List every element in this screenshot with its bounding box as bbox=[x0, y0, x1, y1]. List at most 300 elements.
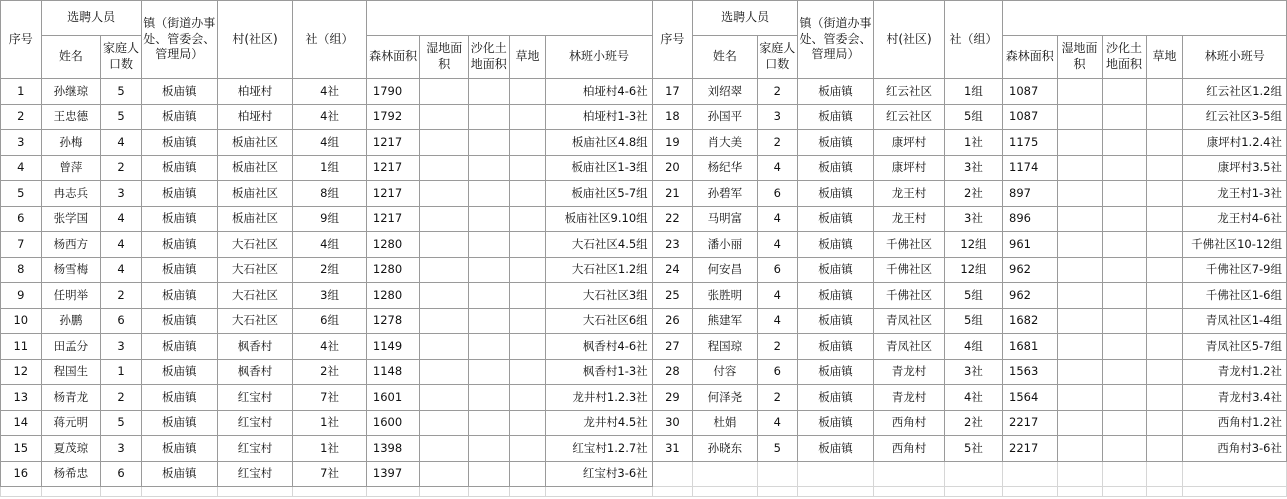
forest-area-cell: 1280 bbox=[366, 257, 420, 283]
village-cell: 康坪村 bbox=[874, 130, 945, 156]
forest-lot-cell: 龙井村4.5社 bbox=[546, 410, 652, 436]
group-cell: 1社 bbox=[293, 436, 367, 462]
group-cell: 12组 bbox=[944, 257, 1002, 283]
town-cell: 板庙镇 bbox=[141, 410, 217, 436]
forest-lot-cell: 龙井村1.2.3社 bbox=[546, 385, 652, 411]
forest-area-cell: 897 bbox=[1003, 181, 1057, 207]
village-cell: 青龙村 bbox=[874, 359, 945, 385]
col-village-header: 村(社区) bbox=[217, 1, 292, 79]
group-cell: 7社 bbox=[293, 461, 367, 487]
table-row bbox=[1, 206, 1287, 232]
village-cell: 西角村 bbox=[874, 410, 945, 436]
table-row bbox=[1, 257, 1287, 283]
wetland-area-cell bbox=[420, 130, 469, 156]
name-cell: 孙梅 bbox=[41, 130, 101, 156]
grassland-cell bbox=[1146, 79, 1183, 105]
town-cell: 板庙镇 bbox=[141, 232, 217, 258]
blank-cell bbox=[101, 487, 141, 497]
forest-area-cell: 1087 bbox=[1003, 79, 1057, 105]
forest-area-cell: 1087 bbox=[1003, 104, 1057, 130]
wetland-area-cell bbox=[420, 308, 469, 334]
header-blank-cell bbox=[366, 1, 652, 36]
wetland-area-cell bbox=[420, 385, 469, 411]
blank-cell bbox=[420, 487, 469, 497]
wetland-area-cell bbox=[420, 283, 469, 309]
header-blank-cell bbox=[1003, 1, 1287, 36]
forest-lot-cell: 红云社区3-5组 bbox=[1183, 104, 1287, 130]
group-cell: 4社 bbox=[293, 334, 367, 360]
desert-area-cell bbox=[469, 232, 509, 258]
town-cell: 板庙镇 bbox=[797, 181, 873, 207]
desert-area-cell bbox=[469, 410, 509, 436]
seq-cell: 20 bbox=[652, 155, 693, 181]
desert-area-cell bbox=[1102, 181, 1146, 207]
wetland-area-cell bbox=[1057, 155, 1102, 181]
name-cell: 杜娟 bbox=[693, 410, 757, 436]
desert-area-cell bbox=[1102, 410, 1146, 436]
seq-cell: 3 bbox=[1, 130, 42, 156]
forest-lot-cell: 柏垭村1-3社 bbox=[546, 104, 652, 130]
name-cell: 张胜明 bbox=[693, 283, 757, 309]
group-cell: 5组 bbox=[944, 104, 1002, 130]
forest-lot-cell: 大石社区4.5组 bbox=[546, 232, 652, 258]
name-cell: 杨纪华 bbox=[693, 155, 757, 181]
group-cell bbox=[944, 461, 1002, 487]
household-cell: 4 bbox=[757, 232, 797, 258]
blank-row bbox=[1, 487, 1287, 497]
town-cell: 板庙镇 bbox=[797, 283, 873, 309]
name-cell: 杨青龙 bbox=[41, 385, 101, 411]
wetland-area-cell bbox=[1057, 130, 1102, 156]
seq-cell: 22 bbox=[652, 206, 693, 232]
seq-cell: 1 bbox=[1, 79, 42, 105]
household-cell: 5 bbox=[101, 79, 141, 105]
col-desert-area-header: 沙化土地面积 bbox=[1102, 36, 1146, 79]
name-cell: 田孟分 bbox=[41, 334, 101, 360]
wetland-area-cell bbox=[1057, 410, 1102, 436]
group-cell: 4组 bbox=[944, 334, 1002, 360]
table-row bbox=[1, 181, 1287, 207]
forest-lot-cell: 青龙村3.4社 bbox=[1183, 385, 1287, 411]
town-cell: 板庙镇 bbox=[797, 79, 873, 105]
forest-area-cell: 961 bbox=[1003, 232, 1057, 258]
forest-area-cell: 1217 bbox=[366, 206, 420, 232]
village-cell: 千佛社区 bbox=[874, 283, 945, 309]
table-row bbox=[1, 308, 1287, 334]
household-cell: 6 bbox=[757, 257, 797, 283]
wetland-area-cell bbox=[420, 104, 469, 130]
household-cell: 5 bbox=[101, 104, 141, 130]
town-cell: 板庙镇 bbox=[141, 461, 217, 487]
town-cell: 板庙镇 bbox=[797, 385, 873, 411]
forest-area-cell: 1148 bbox=[366, 359, 420, 385]
blank-cell bbox=[141, 487, 217, 497]
desert-area-cell bbox=[469, 461, 509, 487]
forest-area-cell: 2217 bbox=[1003, 410, 1057, 436]
group-cell: 1组 bbox=[944, 79, 1002, 105]
grassland-cell bbox=[1146, 104, 1183, 130]
desert-area-cell bbox=[469, 155, 509, 181]
col-village-header: 村(社区) bbox=[874, 1, 945, 79]
grassland-cell bbox=[509, 461, 546, 487]
desert-area-cell bbox=[469, 181, 509, 207]
forest-area-cell: 2217 bbox=[1003, 436, 1057, 462]
col-desert-area-header: 沙化土地面积 bbox=[469, 36, 509, 79]
town-cell: 板庙镇 bbox=[797, 130, 873, 156]
col-forest-lot-header: 林班小班号 bbox=[1183, 36, 1287, 79]
village-cell: 柏垭村 bbox=[217, 104, 292, 130]
village-cell: 大石社区 bbox=[217, 232, 292, 258]
table-row bbox=[1, 461, 1287, 487]
name-cell: 肖大美 bbox=[693, 130, 757, 156]
household-cell: 4 bbox=[101, 232, 141, 258]
forest-lot-cell: 千佛社区7-9组 bbox=[1183, 257, 1287, 283]
forest-lot-cell: 大石社区1.2组 bbox=[546, 257, 652, 283]
table-row bbox=[1, 79, 1287, 105]
village-cell bbox=[874, 461, 945, 487]
grassland-cell bbox=[509, 232, 546, 258]
household-cell: 2 bbox=[757, 79, 797, 105]
village-cell: 大石社区 bbox=[217, 257, 292, 283]
town-cell: 板庙镇 bbox=[141, 206, 217, 232]
wetland-area-cell bbox=[1057, 461, 1102, 487]
forest-area-cell: 1280 bbox=[366, 232, 420, 258]
wetland-area-cell bbox=[1057, 283, 1102, 309]
town-cell: 板庙镇 bbox=[141, 385, 217, 411]
name-cell bbox=[693, 461, 757, 487]
seq-cell: 19 bbox=[652, 130, 693, 156]
blank-cell bbox=[41, 487, 101, 497]
village-cell: 枫香村 bbox=[217, 359, 292, 385]
group-cell: 3社 bbox=[944, 155, 1002, 181]
name-cell: 熊建军 bbox=[693, 308, 757, 334]
desert-area-cell bbox=[1102, 232, 1146, 258]
wetland-area-cell bbox=[1057, 79, 1102, 105]
village-cell: 红宝村 bbox=[217, 436, 292, 462]
forest-lot-cell: 千佛社区10-12组 bbox=[1183, 232, 1287, 258]
desert-area-cell bbox=[1102, 283, 1146, 309]
household-cell: 5 bbox=[101, 410, 141, 436]
seq-cell: 13 bbox=[1, 385, 42, 411]
grassland-cell bbox=[509, 79, 546, 105]
forest-lot-cell: 青龙村1.2社 bbox=[1183, 359, 1287, 385]
name-cell: 刘绍翠 bbox=[693, 79, 757, 105]
desert-area-cell bbox=[1102, 257, 1146, 283]
grassland-cell bbox=[509, 334, 546, 360]
table-row bbox=[1, 283, 1287, 309]
forest-lot-cell: 青凤社区5-7组 bbox=[1183, 334, 1287, 360]
grassland-cell bbox=[1146, 181, 1183, 207]
wetland-area-cell bbox=[420, 359, 469, 385]
town-cell: 板庙镇 bbox=[797, 155, 873, 181]
household-cell: 3 bbox=[757, 104, 797, 130]
col-group-header: 社（组） bbox=[944, 1, 1002, 79]
forest-area-cell: 1790 bbox=[366, 79, 420, 105]
forest-area-cell: 962 bbox=[1003, 283, 1057, 309]
table-row bbox=[1, 359, 1287, 385]
forest-lot-cell: 红宝村1.2.7社 bbox=[546, 436, 652, 462]
desert-area-cell bbox=[469, 359, 509, 385]
col-seq-header: 序号 bbox=[652, 1, 693, 79]
town-cell: 板庙镇 bbox=[141, 257, 217, 283]
village-cell: 大石社区 bbox=[217, 283, 292, 309]
desert-area-cell bbox=[1102, 436, 1146, 462]
forest-area-cell: 1398 bbox=[366, 436, 420, 462]
group-cell: 7社 bbox=[293, 385, 367, 411]
seq-cell: 28 bbox=[652, 359, 693, 385]
forest-area-cell: 962 bbox=[1003, 257, 1057, 283]
seq-cell bbox=[652, 461, 693, 487]
seq-cell: 5 bbox=[1, 181, 42, 207]
town-cell: 板庙镇 bbox=[797, 334, 873, 360]
village-cell: 千佛社区 bbox=[874, 257, 945, 283]
group-cell: 2组 bbox=[293, 257, 367, 283]
wetland-area-cell bbox=[420, 436, 469, 462]
wetland-area-cell bbox=[1057, 206, 1102, 232]
group-cell: 5组 bbox=[944, 283, 1002, 309]
town-cell: 板庙镇 bbox=[797, 410, 873, 436]
forest-lot-cell: 西角村1.2社 bbox=[1183, 410, 1287, 436]
blank-cell bbox=[797, 487, 873, 497]
wetland-area-cell bbox=[420, 410, 469, 436]
village-cell: 红云社区 bbox=[874, 79, 945, 105]
grassland-cell bbox=[509, 308, 546, 334]
town-cell: 板庙镇 bbox=[141, 181, 217, 207]
household-cell: 6 bbox=[757, 181, 797, 207]
forest-area-cell: 1681 bbox=[1003, 334, 1057, 360]
village-cell: 红宝村 bbox=[217, 385, 292, 411]
town-cell: 板庙镇 bbox=[797, 359, 873, 385]
village-cell: 红云社区 bbox=[874, 104, 945, 130]
blank-cell bbox=[509, 487, 546, 497]
town-cell: 板庙镇 bbox=[141, 283, 217, 309]
town-cell: 板庙镇 bbox=[797, 436, 873, 462]
household-cell: 4 bbox=[757, 206, 797, 232]
forest-area-cell: 1564 bbox=[1003, 385, 1057, 411]
forest-area-cell: 1217 bbox=[366, 155, 420, 181]
table-row bbox=[1, 130, 1287, 156]
grassland-cell bbox=[509, 410, 546, 436]
grassland-cell bbox=[1146, 232, 1183, 258]
household-cell: 4 bbox=[757, 283, 797, 309]
group-cell: 4社 bbox=[293, 104, 367, 130]
col-name-header: 姓名 bbox=[41, 36, 101, 79]
blank-cell bbox=[757, 487, 797, 497]
group-cell: 4社 bbox=[293, 79, 367, 105]
desert-area-cell bbox=[1102, 155, 1146, 181]
table-row bbox=[1, 436, 1287, 462]
name-cell: 杨雪梅 bbox=[41, 257, 101, 283]
grassland-cell bbox=[509, 257, 546, 283]
desert-area-cell bbox=[469, 283, 509, 309]
town-cell: 板庙镇 bbox=[141, 79, 217, 105]
seq-cell: 25 bbox=[652, 283, 693, 309]
desert-area-cell bbox=[469, 206, 509, 232]
household-cell bbox=[757, 461, 797, 487]
name-cell: 孙碧军 bbox=[693, 181, 757, 207]
col-forest-area-header: 森林面积 bbox=[1003, 36, 1057, 79]
grassland-cell bbox=[1146, 385, 1183, 411]
col-name-header: 姓名 bbox=[693, 36, 757, 79]
household-cell: 2 bbox=[101, 385, 141, 411]
wetland-area-cell bbox=[1057, 181, 1102, 207]
name-cell: 张学国 bbox=[41, 206, 101, 232]
seq-cell: 12 bbox=[1, 359, 42, 385]
forest-lot-cell bbox=[1183, 461, 1287, 487]
town-cell: 板庙镇 bbox=[141, 155, 217, 181]
forest-lot-cell: 西角村3-6社 bbox=[1183, 436, 1287, 462]
desert-area-cell bbox=[469, 436, 509, 462]
household-cell: 6 bbox=[101, 308, 141, 334]
group-cell: 5社 bbox=[944, 436, 1002, 462]
household-cell: 2 bbox=[101, 155, 141, 181]
seq-cell: 18 bbox=[652, 104, 693, 130]
household-cell: 3 bbox=[101, 436, 141, 462]
wetland-area-cell bbox=[420, 461, 469, 487]
desert-area-cell bbox=[1102, 461, 1146, 487]
table-row bbox=[1, 410, 1287, 436]
seq-cell: 17 bbox=[652, 79, 693, 105]
table-header bbox=[1, 1, 1287, 79]
blank-cell bbox=[944, 487, 1002, 497]
name-cell: 孙国平 bbox=[693, 104, 757, 130]
blank-cell bbox=[1146, 487, 1183, 497]
name-cell: 王忠德 bbox=[41, 104, 101, 130]
forest-lot-cell: 康坪村1.2.4社 bbox=[1183, 130, 1287, 156]
village-cell: 青凤社区 bbox=[874, 334, 945, 360]
col-selected-personnel-header: 选聘人员 bbox=[693, 1, 798, 36]
village-cell: 板庙社区 bbox=[217, 206, 292, 232]
seq-cell: 11 bbox=[1, 334, 42, 360]
household-cell: 4 bbox=[101, 257, 141, 283]
household-cell: 1 bbox=[101, 359, 141, 385]
forest-lot-cell: 千佛社区1-6组 bbox=[1183, 283, 1287, 309]
village-cell: 板庙社区 bbox=[217, 130, 292, 156]
forest-area-cell: 1600 bbox=[366, 410, 420, 436]
grassland-cell bbox=[1146, 334, 1183, 360]
table-row bbox=[1, 385, 1287, 411]
town-cell: 板庙镇 bbox=[797, 232, 873, 258]
grassland-cell bbox=[1146, 410, 1183, 436]
forest-lot-cell: 枫香村4-6社 bbox=[546, 334, 652, 360]
desert-area-cell bbox=[1102, 206, 1146, 232]
name-cell: 程国琼 bbox=[693, 334, 757, 360]
town-cell: 板庙镇 bbox=[141, 130, 217, 156]
blank-cell bbox=[546, 487, 652, 497]
wetland-area-cell bbox=[420, 257, 469, 283]
desert-area-cell bbox=[469, 257, 509, 283]
town-cell: 板庙镇 bbox=[797, 104, 873, 130]
town-cell: 板庙镇 bbox=[141, 104, 217, 130]
group-cell: 3社 bbox=[944, 359, 1002, 385]
group-cell: 1社 bbox=[944, 130, 1002, 156]
col-wetland-area-header: 湿地面积 bbox=[420, 36, 469, 79]
village-cell: 大石社区 bbox=[217, 308, 292, 334]
forest-lot-cell: 康坪村3.5社 bbox=[1183, 155, 1287, 181]
seq-cell: 26 bbox=[652, 308, 693, 334]
name-cell: 孙晓东 bbox=[693, 436, 757, 462]
forest-area-cell: 896 bbox=[1003, 206, 1057, 232]
group-cell: 2社 bbox=[944, 410, 1002, 436]
forest-area-cell: 1682 bbox=[1003, 308, 1057, 334]
town-cell: 板庙镇 bbox=[797, 257, 873, 283]
town-cell: 板庙镇 bbox=[141, 334, 217, 360]
village-cell: 西角村 bbox=[874, 436, 945, 462]
blank-cell bbox=[1003, 487, 1057, 497]
name-cell: 何泽尧 bbox=[693, 385, 757, 411]
desert-area-cell bbox=[469, 308, 509, 334]
household-cell: 5 bbox=[757, 436, 797, 462]
wetland-area-cell bbox=[420, 232, 469, 258]
grassland-cell bbox=[1146, 283, 1183, 309]
name-cell: 任明举 bbox=[41, 283, 101, 309]
name-cell: 杨希忠 bbox=[41, 461, 101, 487]
blank-cell bbox=[217, 487, 292, 497]
blank-cell bbox=[652, 487, 693, 497]
forest-area-cell: 1217 bbox=[366, 181, 420, 207]
group-cell: 8组 bbox=[293, 181, 367, 207]
grassland-cell bbox=[1146, 130, 1183, 156]
village-cell: 柏垭村 bbox=[217, 79, 292, 105]
seq-cell: 23 bbox=[652, 232, 693, 258]
village-cell: 青龙村 bbox=[874, 385, 945, 411]
household-cell: 6 bbox=[757, 359, 797, 385]
forest-area-cell: 1792 bbox=[366, 104, 420, 130]
grassland-cell bbox=[1146, 206, 1183, 232]
seq-cell: 15 bbox=[1, 436, 42, 462]
seq-cell: 29 bbox=[652, 385, 693, 411]
grassland-cell bbox=[1146, 308, 1183, 334]
blank-cell bbox=[293, 487, 367, 497]
group-cell: 1组 bbox=[293, 155, 367, 181]
group-cell: 3组 bbox=[293, 283, 367, 309]
col-selected-personnel-header: 选聘人员 bbox=[41, 1, 141, 36]
name-cell: 杨西方 bbox=[41, 232, 101, 258]
group-cell: 4组 bbox=[293, 130, 367, 156]
desert-area-cell bbox=[1102, 130, 1146, 156]
wetland-area-cell bbox=[420, 155, 469, 181]
wetland-area-cell bbox=[420, 181, 469, 207]
forest-area-cell: 1175 bbox=[1003, 130, 1057, 156]
grassland-cell bbox=[1146, 461, 1183, 487]
forest-area-cell: 1217 bbox=[366, 130, 420, 156]
household-cell: 6 bbox=[101, 461, 141, 487]
village-cell: 龙王村 bbox=[874, 206, 945, 232]
wetland-area-cell bbox=[420, 334, 469, 360]
town-cell: 板庙镇 bbox=[141, 436, 217, 462]
group-cell: 12组 bbox=[944, 232, 1002, 258]
grassland-cell bbox=[509, 181, 546, 207]
col-town-header: 镇（街道办事处、管委会、管理局） bbox=[797, 1, 873, 79]
col-forest-lot-header: 林班小班号 bbox=[546, 36, 652, 79]
group-cell: 9组 bbox=[293, 206, 367, 232]
forest-lot-cell: 板庙社区5-7组 bbox=[546, 181, 652, 207]
wetland-area-cell bbox=[1057, 436, 1102, 462]
desert-area-cell bbox=[469, 385, 509, 411]
table-row bbox=[1, 155, 1287, 181]
seq-cell: 8 bbox=[1, 257, 42, 283]
town-cell: 板庙镇 bbox=[797, 206, 873, 232]
grassland-cell bbox=[1146, 155, 1183, 181]
household-cell: 4 bbox=[757, 308, 797, 334]
village-cell: 千佛社区 bbox=[874, 232, 945, 258]
town-cell: 板庙镇 bbox=[141, 308, 217, 334]
group-cell: 6组 bbox=[293, 308, 367, 334]
name-cell: 孙继琼 bbox=[41, 79, 101, 105]
household-cell: 3 bbox=[101, 181, 141, 207]
seq-cell: 9 bbox=[1, 283, 42, 309]
name-cell: 马明富 bbox=[693, 206, 757, 232]
